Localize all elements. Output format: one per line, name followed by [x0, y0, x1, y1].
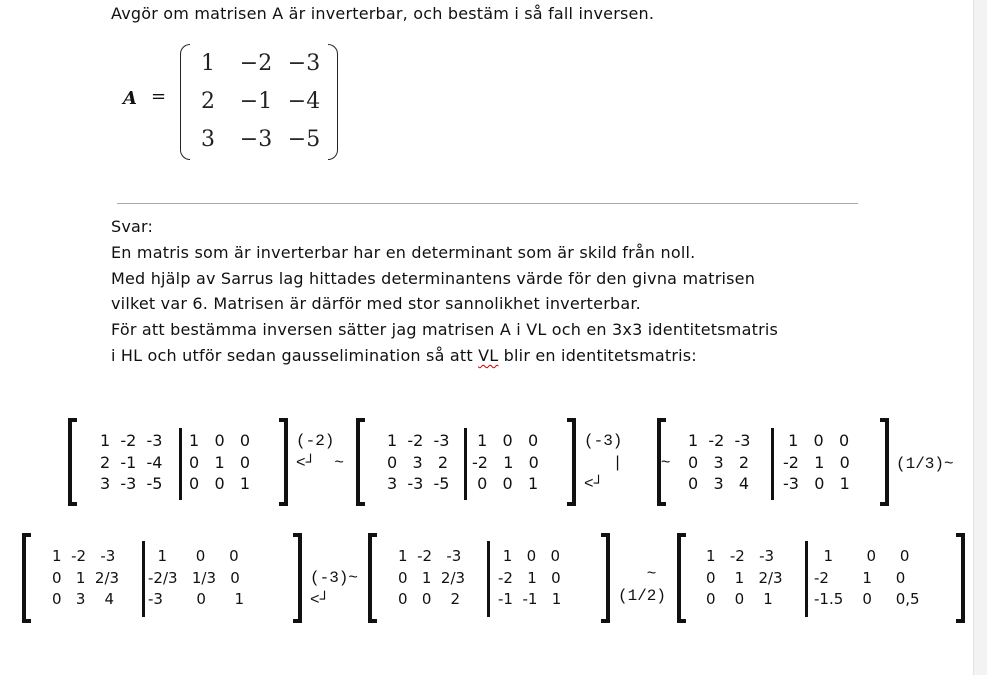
- augment-divider: [464, 428, 467, 500]
- page-edge: [973, 0, 987, 675]
- augmented-matrix-step-6: [677, 533, 965, 623]
- right-bracket-icon: [956, 533, 965, 623]
- matrix-left-part: 1 -2 -3 0 3 2 0 3 4: [688, 431, 751, 493]
- right-bracket-icon: [279, 418, 288, 506]
- right-bracket-icon: [601, 533, 610, 623]
- answer-line-2: Med hjälp av Sarrus lag hittades determinantens värde för den givna matrisen: [111, 268, 756, 288]
- augment-divider: [771, 428, 774, 500]
- answer-heading: Svar:: [111, 217, 154, 236]
- augmented-matrix-step-3: [657, 418, 889, 506]
- left-bracket-icon: [657, 418, 666, 506]
- answer-line-5: [111, 343, 778, 369]
- matrix-right-part: 1 0 0 -2 1 0 -3 0 1: [783, 431, 850, 493]
- answer-line-5-start: i HL och utför sedan gausselimination så att: [111, 345, 479, 365]
- row-operation-label: (-3)~ <┘: [310, 569, 359, 609]
- matrix-cell: 1: [201, 50, 215, 76]
- answer-text: [111, 214, 778, 369]
- augment-divider: [487, 541, 490, 617]
- left-bracket-icon: [368, 533, 377, 623]
- matrix-cell: −2: [239, 50, 273, 76]
- matrix-right-part: 1 0 0 -2 1 0 0 0 1: [472, 431, 539, 493]
- matrix-right-part: 1 0 0 0 1 0 0 0 1: [189, 431, 251, 493]
- matrix-cell: −3: [239, 126, 273, 152]
- augmented-matrix-step-1: [68, 418, 288, 506]
- row-operation-label: (-3) | ~ <┘: [584, 432, 671, 493]
- augment-divider: [179, 428, 182, 500]
- matrix-left-part: 1 -2 -3 2 -1 -4 3 -3 -5: [100, 431, 163, 493]
- right-bracket-icon: [567, 418, 576, 506]
- row-operation-label: (1/3)~: [896, 455, 954, 473]
- left-bracket-icon: [677, 533, 686, 623]
- right-bracket-icon: [293, 533, 302, 623]
- matrix-right-part: 1 0 0 -2 1 0 -1 -1 1: [498, 547, 562, 608]
- matrix-cell: 3: [201, 126, 215, 152]
- matrix-right-part: 1 0 0 -2/3 1/3 0 -3 0 1: [148, 547, 245, 608]
- augmented-matrix-step-5: [368, 533, 610, 623]
- answer-line-4: För att bestämma inversen sätter jag matrisen A i VL och en 3x3 identitetsmatris: [111, 320, 779, 340]
- matrix-left-part: 1 -2 -3 0 1 2/3 0 0 2: [398, 547, 466, 608]
- left-bracket-icon: [356, 418, 365, 506]
- matrix-cell: −5: [287, 126, 321, 152]
- left-bracket-icon: [22, 533, 31, 623]
- spellcheck-marked-word: VL: [478, 345, 499, 365]
- matrix-cell: 2: [201, 88, 215, 114]
- matrix-left-part: 1 -2 -3 0 3 2 3 -3 -5: [387, 431, 450, 493]
- augmented-matrix-step-2: [356, 418, 576, 506]
- row-operation-label: ~ (1/2): [618, 565, 667, 605]
- augment-divider: [142, 541, 145, 617]
- answer-line-1: En matris som är inverterbar har en determinant som är skild från noll.: [111, 242, 696, 262]
- right-bracket-icon: [880, 418, 889, 506]
- matrix-left-part: 1 -2 -3 0 1 2/3 0 3 4: [52, 547, 120, 608]
- left-bracket-icon: [68, 418, 77, 506]
- augmented-matrix-step-4: [22, 533, 302, 623]
- answer-line-3: vilket var 6. Matrisen är därför med stor sannolikhet inverterbar.: [111, 294, 641, 314]
- given-matrix-grid: [184, 44, 328, 158]
- answer-line-5-end: blir en identitetsmatris:: [498, 345, 697, 365]
- right-paren-icon: [328, 44, 338, 160]
- matrix-cell: −3: [287, 50, 321, 76]
- matrix-right-part: 1 0 0 -2 1 0 -1.5 0 0,5: [814, 547, 920, 608]
- row-operation-label: (-2) <┘ ~: [296, 432, 345, 472]
- matrix-left-part: 1 -2 -3 0 1 2/3 0 0 1: [706, 547, 783, 608]
- given-matrix: [123, 40, 363, 165]
- horizontal-divider: [117, 203, 858, 204]
- equals-sign: =: [151, 86, 167, 107]
- matrix-cell: −4: [287, 88, 321, 114]
- question-text: Avgör om matrisen A är inverterbar, och bestäm i så fall inversen.: [111, 4, 655, 23]
- matrix-cell: −1: [239, 88, 273, 114]
- matrix-label: A: [123, 88, 137, 109]
- augment-divider: [805, 541, 808, 617]
